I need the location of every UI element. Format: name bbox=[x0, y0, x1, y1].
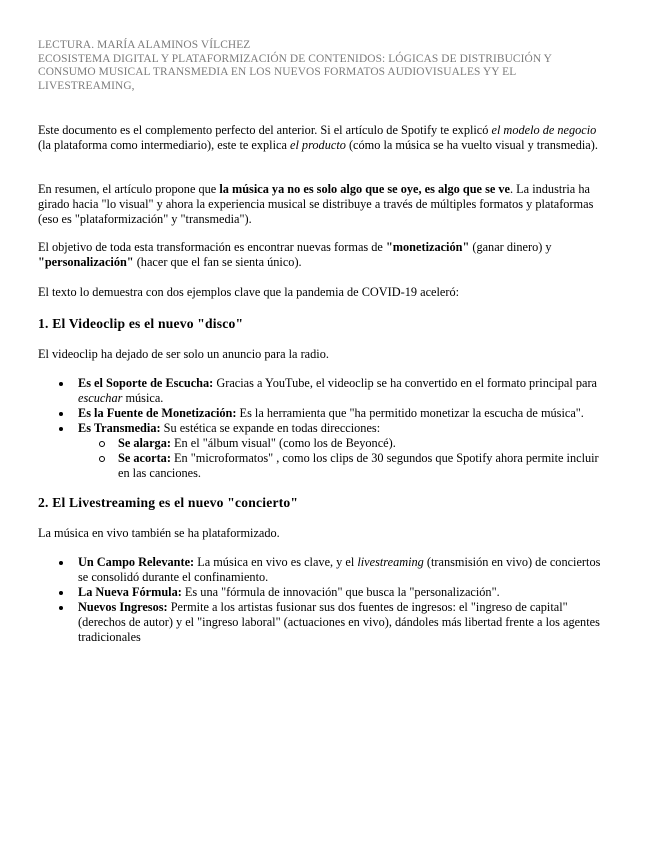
item-text: Permite a los artistas fusionar sus dos fuentes de ingresos: el "ingreso de capital" (derechos de autor) y el "ingreso laboral" (actuaciones en vivo), dándoles más libertad frente a los agentes tradicionales bbox=[78, 600, 600, 644]
item-text: música. bbox=[122, 391, 164, 405]
intro-paragraph-2 bbox=[38, 182, 606, 227]
section-1-lead: El videoclip ha dejado de ser solo un anuncio para la radio. bbox=[38, 347, 329, 361]
item-text: Gracias a YouTube, el videoclip se ha convertido en el formato principal para bbox=[213, 376, 597, 390]
list-item bbox=[38, 585, 606, 600]
bullet-icon bbox=[59, 382, 63, 386]
item-text: Es una "fórmula de innovación" que busca la "personalización". bbox=[181, 585, 500, 599]
text-run: Este documento es el complemento perfecto del anterior. Si el artículo de Spotify te explicó bbox=[38, 123, 492, 137]
item-text: Es la herramienta que "ha permitido monetizar la escucha de música". bbox=[236, 406, 584, 420]
intro-paragraph-4: El texto lo demuestra con dos ejemplos clave que la pandemia de COVID-19 aceleró: bbox=[38, 285, 460, 299]
item-text: (transmisión en vivo) de conciertos se consolidó durante el confinamiento. bbox=[78, 555, 601, 584]
bold-run: la música ya no es solo algo que se oye, es algo que se ve bbox=[219, 182, 511, 196]
section-1-heading: 1. El Videoclip es el nuevo "disco" bbox=[38, 316, 244, 331]
header-line: LECTURA. MARÍA ALAMINOS VÍLCHEZ bbox=[38, 39, 251, 51]
bold-run: "personalización" bbox=[38, 255, 134, 269]
item-label: Se acorta: bbox=[118, 451, 171, 465]
circle-bullet-icon bbox=[99, 441, 105, 447]
item-label: Se alarga: bbox=[118, 436, 171, 450]
bullet-icon bbox=[59, 427, 63, 431]
text-run: (ganar dinero) y bbox=[469, 240, 552, 254]
item-label: Es el Soporte de Escucha: bbox=[78, 376, 214, 390]
text-run: En resumen, el artículo propone que bbox=[38, 182, 220, 196]
section-2-list bbox=[38, 555, 606, 645]
bullet-icon bbox=[59, 606, 63, 610]
header-line: LIVESTREAMING, bbox=[38, 79, 135, 92]
item-text: Su estética se expande en todas direcciones: bbox=[160, 421, 381, 435]
intro-paragraph-3 bbox=[38, 240, 606, 270]
circle-bullet-icon bbox=[99, 456, 105, 462]
text-run: . La industria ha girado hacia "lo visual" y ahora la experiencia musical se distribuye a través de múltiples formatos y plataformas (eso es "plataformización" y "transmedia"). bbox=[38, 182, 594, 226]
section-2-heading: 2. El Livestreaming es el nuevo "concierto" bbox=[38, 495, 299, 510]
italic-run: el producto bbox=[289, 138, 346, 152]
list-item bbox=[38, 376, 606, 406]
italic-run: el modelo de negocio bbox=[491, 123, 597, 137]
item-text: En "microformatos" , como los clips de 30 segundos que Spotify ahora permite incluir en las canciones. bbox=[118, 451, 599, 480]
list-item bbox=[38, 600, 606, 645]
item-text: La música en vivo es clave, y el bbox=[194, 555, 358, 569]
text-run: (la plataforma como intermediario), este te explica bbox=[38, 138, 290, 152]
bullet-icon bbox=[59, 412, 63, 416]
list-item bbox=[38, 421, 606, 481]
sub-list-item bbox=[78, 436, 606, 451]
item-label: Un Campo Relevante: bbox=[78, 555, 195, 569]
italic-run: escuchar bbox=[78, 391, 123, 405]
bullet-icon bbox=[59, 591, 63, 595]
item-label: La Nueva Fórmula: bbox=[78, 585, 182, 599]
text-run: El objetivo de toda esta transformación es encontrar nuevas formas de bbox=[38, 240, 386, 254]
document-header bbox=[38, 39, 598, 93]
sub-list bbox=[78, 436, 606, 481]
header-line: ECOSISTEMA DIGITAL Y PLATAFORMIZACIÓN DE CONTENIDOS: LÓGICAS DE DISTRIBUCIÓN Y bbox=[38, 52, 553, 65]
section-2-lead: La música en vivo también se ha plataformizado. bbox=[38, 526, 280, 540]
bold-run: "monetización" bbox=[385, 240, 470, 254]
section-1-list bbox=[38, 376, 606, 481]
intro-paragraph-1 bbox=[38, 123, 606, 153]
list-item bbox=[38, 406, 606, 421]
header-line: CONSUMO MUSICAL TRANSMEDIA EN LOS NUEVOS FORMATOS AUDIOVISUALES YY EL bbox=[38, 66, 517, 78]
item-label: Es la Fuente de Monetización: bbox=[78, 406, 237, 420]
item-label: Es Transmedia: bbox=[78, 421, 161, 435]
item-label: Nuevos Ingresos: bbox=[78, 600, 168, 614]
text-run: (cómo la música se ha vuelto visual y transmedia). bbox=[345, 138, 598, 152]
bullet-icon bbox=[59, 561, 63, 565]
text-run: (hacer que el fan se sienta único). bbox=[133, 255, 302, 269]
italic-run: livestreaming bbox=[357, 555, 424, 569]
list-item bbox=[38, 555, 606, 585]
sub-list-item bbox=[78, 451, 606, 481]
item-text: En el "álbum visual" (como los de Beyoncé). bbox=[170, 436, 396, 450]
